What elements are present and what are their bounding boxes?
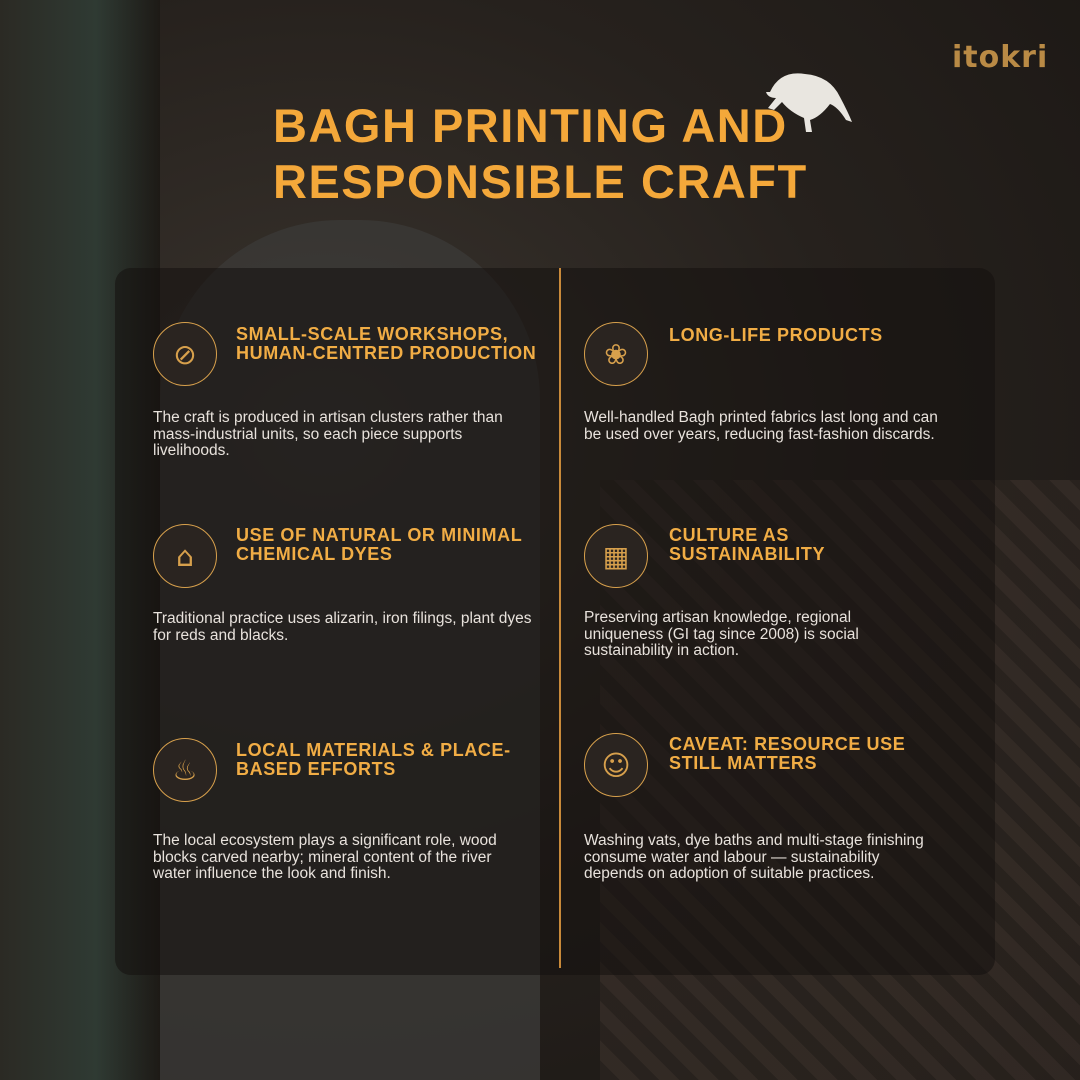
item-heading: USE OF NATURAL OR MINIMAL CHEMICAL DYES xyxy=(236,525,522,564)
item-heading: SMALL-SCALE WORKSHOPS, HUMAN-CENTRED PRODUCTION xyxy=(236,324,537,363)
brand-logo: itokri xyxy=(952,40,1049,75)
page-title xyxy=(273,98,808,210)
item-heading: CULTURE AS SUSTAINABILITY xyxy=(669,525,826,564)
item-body: Traditional practice uses alizarin, iron filings, plant dyes for reds and blacks. xyxy=(153,610,532,644)
no-factory-icon: ⊘ xyxy=(153,322,217,386)
item-body: Preserving artisan knowledge, regional uniqueness (GI tag since 2008) is social sustainability in action. xyxy=(584,609,859,659)
item-body: The craft is produced in artisan clusters rather than mass-industrial units, so each piece supports livelihoods. xyxy=(153,409,503,459)
artisans-icon: ☺ xyxy=(584,733,648,797)
item-heading: CAVEAT: RESOURCE USE STILL MATTERS xyxy=(669,734,906,773)
item-body: Well-handled Bagh printed fabrics last long and can be used over years, reducing fast-fashion discards. xyxy=(584,409,938,443)
item-body: Washing vats, dye baths and multi-stage finishing consume water and labour — sustainability depends on adoption of suitable practices. xyxy=(584,832,924,882)
item-heading: LOCAL MATERIALS & PLACE-BASED EFFORTS xyxy=(236,740,511,779)
title-line-2: RESPONSIBLE CRAFT xyxy=(273,155,808,208)
column-divider xyxy=(559,268,561,968)
natural-pigments-icon: ❀ xyxy=(584,322,648,386)
item-heading: LONG-LIFE PRODUCTS xyxy=(669,325,883,345)
item-body: The local ecosystem plays a significant role, wood blocks carved nearby; mineral content of the river water influence the look and finish. xyxy=(153,832,497,882)
dye-pot-icon: ♨ xyxy=(153,738,217,802)
workshop-shop-icon: ⌂ xyxy=(153,524,217,588)
title-line-1: BAGH PRINTING AND xyxy=(273,99,788,152)
printed-fabric-icon: ▦ xyxy=(584,524,648,588)
